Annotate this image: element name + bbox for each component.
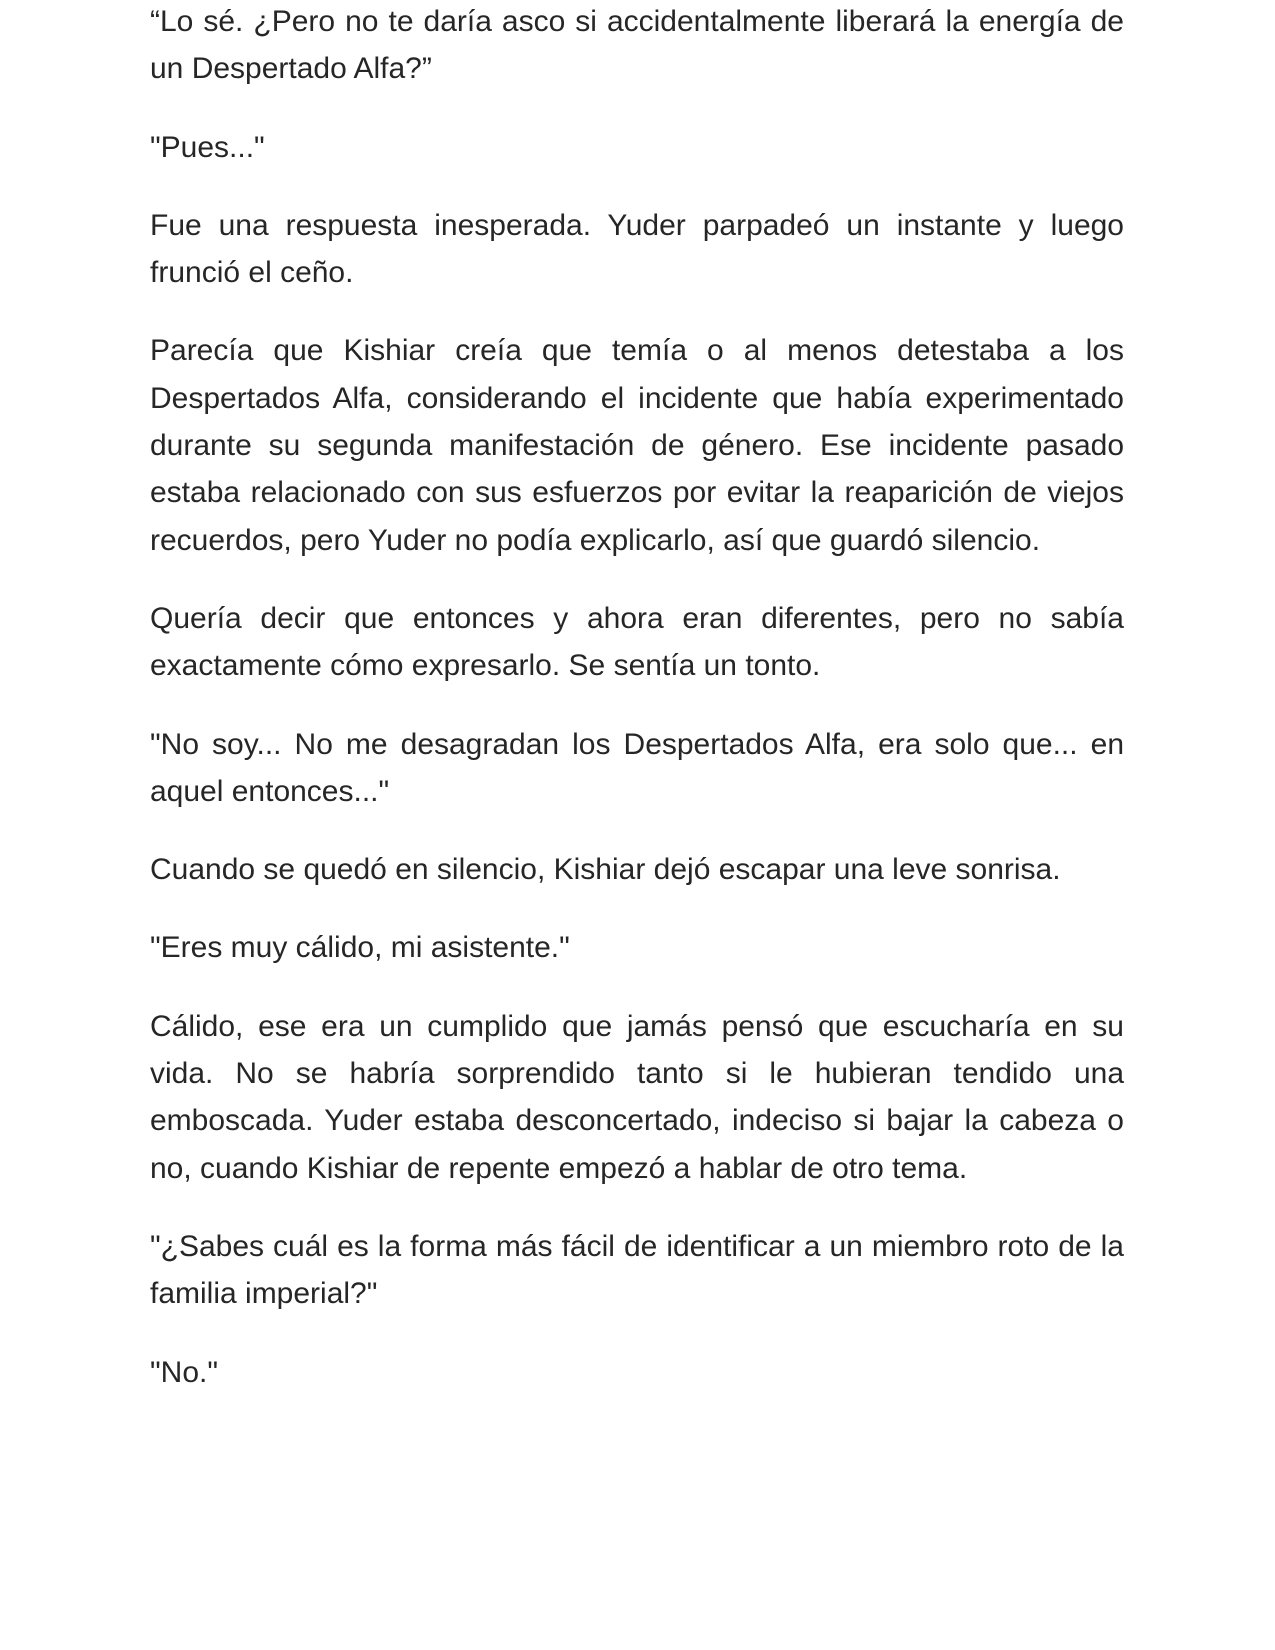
paragraph: Parecía que Kishiar creía que temía o al menos detestaba a los Despertados Alfa, considerando el incidente que había experimentado durante su segunda manifestación de género. Ese incidente pasado estaba relacionado con sus esfuerzos por evitar la reaparición de viejos recuerdos, pero Yuder no podía explicarlo, así que guardó silencio.: [150, 334, 1124, 557]
paragraph: "No soy... No me desagradan los Despertados Alfa, era solo que... en aquel entonces...": [150, 727, 1124, 808]
paragraph: "¿Sabes cuál es la forma más fácil de identificar a un miembro roto de la familia imperial?": [150, 1229, 1124, 1311]
paragraph: “Lo sé. ¿Pero no te daría asco si accidentalmente liberará la energía de un Despertado Alfa?”: [150, 5, 1124, 86]
paragraph: "No.": [150, 1355, 218, 1389]
paragraph: "Pues...": [150, 130, 265, 164]
paragraph: Cuando se quedó en silencio, Kishiar dejó escapar una leve sonrisa.: [150, 853, 1061, 887]
paragraph: Fue una respuesta inesperada. Yuder parpadeó un instante y luego frunció el ceño.: [150, 208, 1124, 290]
paragraph: Quería decir que entonces y ahora eran diferentes, pero no sabía exactamente cómo expresarlo. Se sentía un tonto.: [150, 601, 1124, 683]
paragraph: "Eres muy cálido, mi asistente.": [150, 931, 570, 965]
paragraph: Cálido, ese era un cumplido que jamás pensó que escucharía en su vida. No se habría sorprendido tanto si le hubieran tendido una emboscada. Yuder estaba desconcertado, indeciso si bajar la cabeza o no, cuando Kishiar de repente empezó a hablar de otro tema.: [150, 1009, 1124, 1185]
document-page: [150, 0, 1124, 1427]
